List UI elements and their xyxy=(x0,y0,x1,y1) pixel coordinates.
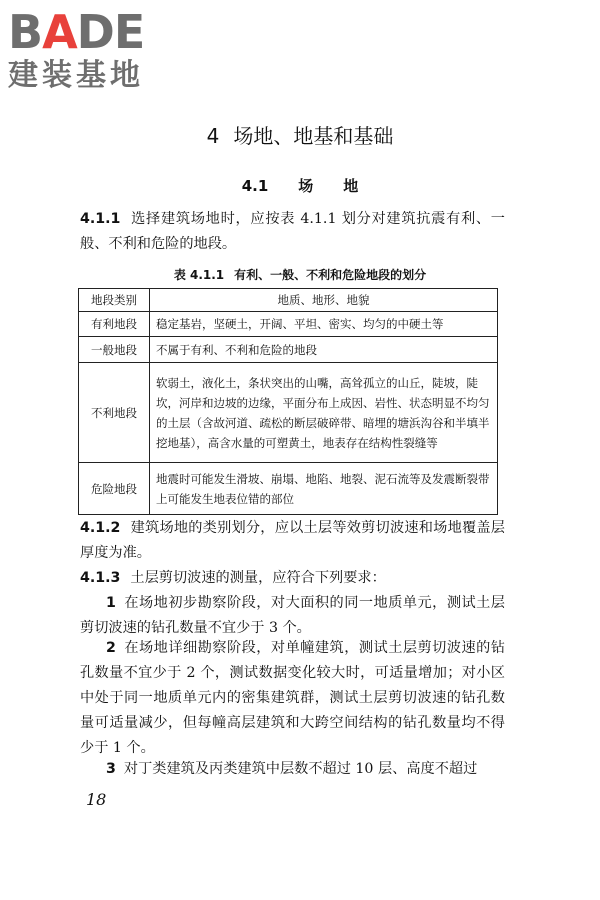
section-heading xyxy=(0,175,600,196)
clause-4-1-3 xyxy=(80,566,505,591)
row-description: 稳定基岩，坚硬土，开阔、平坦、密实、均匀的中硬土等 xyxy=(150,312,498,337)
row-description: 地震时可能发生滑坡、崩塌、地陷、地裂、泥石流等及发震断裂带上可能发生地表位错的部位 xyxy=(150,463,498,515)
clause-4-1-1 xyxy=(80,207,505,257)
table-number: 表 4.1.1 xyxy=(173,268,225,282)
item-number: 2 xyxy=(106,640,116,656)
row-category: 危险地段 xyxy=(79,463,150,515)
row-category: 有利地段 xyxy=(79,312,150,337)
table-caption xyxy=(0,266,600,283)
logo-letters-de: DE xyxy=(76,5,145,59)
item-1 xyxy=(80,591,505,641)
page-number: 18 xyxy=(86,790,107,809)
chapter-heading xyxy=(0,120,600,149)
section-number: 4.1 xyxy=(241,177,269,195)
table-header-row xyxy=(79,289,498,312)
row-category: 一般地段 xyxy=(79,337,150,363)
clause-number: 4.1.2 xyxy=(80,520,121,536)
clause-text: 土层剪切波速的测量，应符合下列要求： xyxy=(130,570,386,586)
clause-text: 选择建筑场地时，应按表 4.1.1 划分对建筑抗震有利、一般、不利和危险的地段。 xyxy=(80,211,505,252)
brand-logo xyxy=(8,6,178,102)
table-row xyxy=(79,337,498,363)
logo-subtitle: 建装基地 xyxy=(8,58,144,93)
section-title-b: 地 xyxy=(343,177,359,195)
logo-letter-a: A xyxy=(42,5,77,59)
logo-letter-b: B xyxy=(8,5,43,59)
logo-wordmark xyxy=(8,6,178,58)
table-row xyxy=(79,363,498,463)
item-text: 对丁类建筑及丙类建筑中层数不超过 10 层、高度不超过 xyxy=(123,761,478,777)
table-row xyxy=(79,312,498,337)
row-description: 软弱土，液化土，条状突出的山嘴，高耸孤立的山丘，陡坡，陡坎，河岸和边坡的边缘，平面分布上成因、岩性、状态明显不均匀的土层（含故河道、疏松的断层破碎带、暗埋的塘浜沟谷和半填半挖地基），高含水量的可塑黄土，地表存在结构性裂缝等 xyxy=(150,363,498,463)
clause-text: 建筑场地的类别划分，应以土层等效剪切波速和场地覆盖层厚度为准。 xyxy=(80,520,505,561)
clause-number: 4.1.3 xyxy=(80,570,121,586)
chapter-number: 4 xyxy=(206,124,220,148)
table-title: 有利、一般、不利和危险地段的划分 xyxy=(234,268,427,282)
item-text: 在场地初步勘察阶段，对大面积的同一地质单元，测试土层剪切波速的钻孔数量不宜少于 3 个。 xyxy=(80,595,505,636)
clause-4-1-2 xyxy=(80,516,505,566)
section-title-a: 场 xyxy=(298,177,314,195)
clause-number: 4.1.1 xyxy=(80,211,121,227)
header-category: 地段类别 xyxy=(79,289,150,312)
table-row xyxy=(79,463,498,515)
item-number: 1 xyxy=(106,595,116,611)
row-description: 不属于有利、不利和危险的地段 xyxy=(150,337,498,363)
site-classification-table xyxy=(78,288,498,515)
item-number: 3 xyxy=(106,761,116,777)
item-3 xyxy=(80,757,505,782)
item-text: 在场地详细勘察阶段，对单幢建筑，测试土层剪切波速的钻孔数量不宜少于 2 个，测试数据变化较大时，可适量增加；对小区中处于同一地质单元内的密集建筑群，测试土层剪切波速的钻孔数量可适量减少，但每幢高层建筑和大跨空间结构的钻孔数量均不得少于 1 个。 xyxy=(80,640,505,756)
item-2 xyxy=(80,636,505,761)
row-category: 不利地段 xyxy=(79,363,150,463)
header-description: 地质、地形、地貌 xyxy=(150,289,498,312)
chapter-title: 场地、地基和基础 xyxy=(233,124,394,148)
